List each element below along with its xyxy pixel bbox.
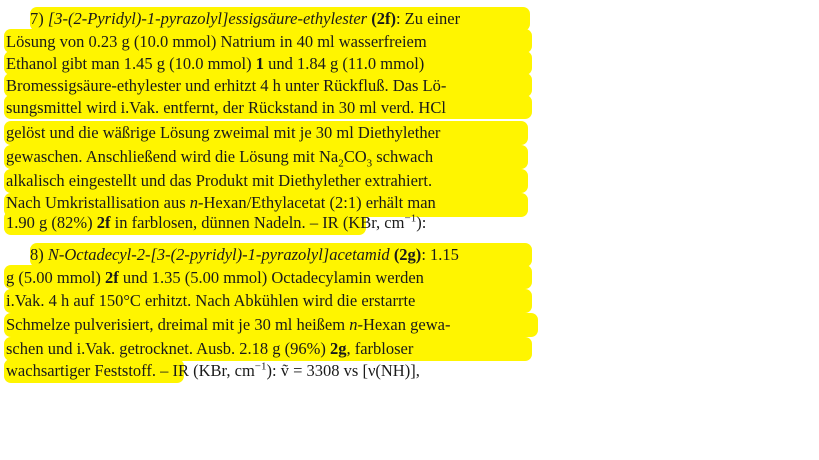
paragraph-8-line-5: schen und i.Vak. getrocknet. Ausb. 2.18 g (96%) 2g, farbloser xyxy=(6,339,414,358)
paragraph-7-line-6: gelöst und die wäßrige Lösung zweimal mit je 30 ml Diethylether xyxy=(6,123,441,142)
paragraph-7-line-8: alkalisch eingestellt und das Produkt mit Diethylether extrahiert. xyxy=(6,171,433,190)
compound-id: (2f) xyxy=(371,9,396,28)
paragraph-8-line-2: g (5.00 mmol) 2f und 1.35 (5.00 mmol) Octadecylamin werden xyxy=(6,268,424,287)
paragraph-7-line-10: 1.90 g (82%) 2f in farblosen, dünnen Nadeln. – IR (KBr, $cm^{-1}$): xyxy=(6,212,427,232)
compound-title: [3-(2-Pyridyl)-1-pyrazolyl]essigsäure-ethylester xyxy=(47,9,368,28)
paragraph-number: 8) xyxy=(30,245,44,264)
paragraph-7-line-7: gewaschen. Anschließend wird die Lösung mit $Na_2CO_3$ schwach xyxy=(6,147,434,170)
compound-title: N-Octadecyl-2-[3-(2-pyridyl)-1-pyrazolyl]acetamid xyxy=(47,245,390,264)
paragraph-7-line-9: Nach Umkristallisation aus n-Hexan/Ethylacetat (2:1) erhält man xyxy=(6,193,436,212)
paragraph-7-line-3: Ethanol gibt man 1.45 g (10.0 mmol) 1 und 1.84 g (11.0 mmol) xyxy=(6,54,425,73)
paragraph-7-line-5: sungsmittel wird i.Vak. entfernt, der Rückstand in 30 ml verd. HCl xyxy=(6,98,446,117)
paragraph-8-line-6: wachsartiger Feststoff. – IR (KBr, $cm^{-1}$): ṽ = 3308 vs [ν(NH)], xyxy=(6,360,420,380)
paragraph-7-line-2: Lösung von 0.23 g (10.0 mmol) Natrium in 40 ml wasserfreiem xyxy=(6,32,427,51)
paragraph-7-line-1: 7) [3-(2-Pyridyl)-1-pyrazolyl]essigsäure-ethylester (2f): Zu einer xyxy=(30,9,461,28)
paragraph-8-line-3: i.Vak. 4 h auf 150°C erhitzt. Nach Abkühlen wird die erstarrte xyxy=(6,291,416,310)
paragraph-8-line-1: 8) N-Octadecyl-2-[3-(2-pyridyl)-1-pyrazolyl]acetamid (2g): 1.15 xyxy=(30,245,459,264)
paragraph-7-line-4: Bromessigsäure-ethylester und erhitzt 4 h unter Rückfluß. Das Lö- xyxy=(6,76,447,95)
paragraph-8-line-4: Schmelze pulverisiert, dreimal mit je 30 ml heißem n-Hexan gewa- xyxy=(6,315,451,334)
paragraph-number: 7) xyxy=(30,9,44,28)
compound-id: (2g) xyxy=(393,245,422,264)
